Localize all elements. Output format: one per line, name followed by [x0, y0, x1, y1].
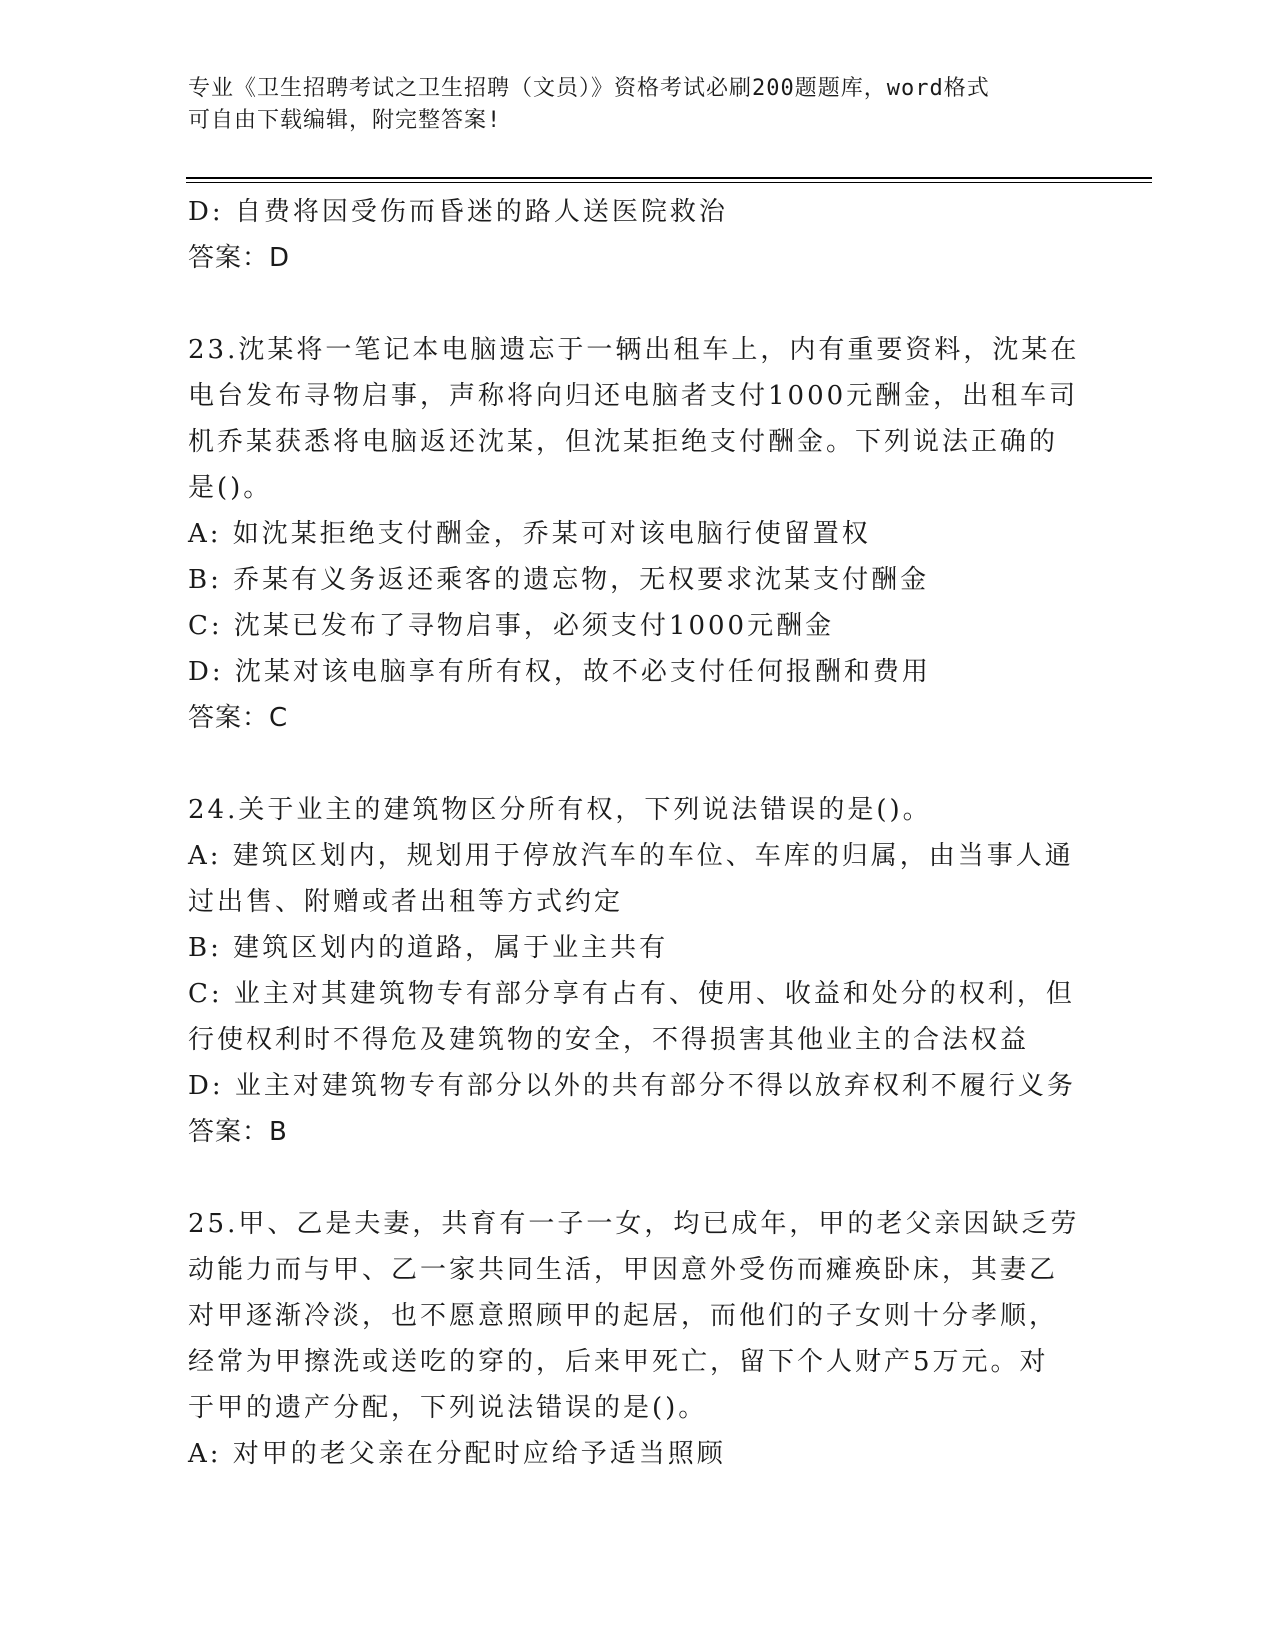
q25-option-a: A: 对甲的老父亲在分配时应给予适当照顾	[188, 1439, 726, 1469]
question-content	[188, 189, 1088, 1477]
q25-stem-line: 对甲逐渐冷淡，也不愿意照顾甲的起居，而他们的子女则十分孝顺，	[188, 1301, 1059, 1331]
header-rule-thin	[186, 182, 1152, 183]
prev-answer: 答案：D	[188, 243, 291, 273]
q24-option-a-line: 过出售、附赠或者出租等方式约定	[188, 887, 624, 917]
q24-option-c-line: 行使权利时不得危及建筑物的安全，不得损害其他业主的合法权益	[188, 1025, 1030, 1055]
q23-stem-line: 电台发布寻物启事，声称将向归还电脑者支付1000元酬金，出租车司	[188, 381, 1079, 411]
q25-stem-line: 于甲的遗产分配，下列说法错误的是()。	[188, 1393, 708, 1423]
q24-option-c-line: C: 业主对其建筑物专有部分享有占有、使用、收益和处分的权利，但	[188, 979, 1075, 1009]
question-25	[188, 1201, 1088, 1477]
q25-stem-line: 经常为甲擦洗或送吃的穿的，后来甲死亡，留下个人财产5万元。对	[188, 1347, 1049, 1377]
q23-stem-line: 是()。	[188, 473, 273, 503]
question-23	[188, 327, 1088, 741]
q23-option-b: B: 乔某有义务返还乘客的遗忘物，无权要求沈某支付酬金	[188, 565, 930, 595]
q23-stem-line: 23.沈某将一笔记本电脑遗忘于一辆出租车上，内有重要资料，沈某在	[188, 335, 1080, 365]
document-header	[188, 73, 1088, 137]
q24-option-b: B: 建筑区划内的道路，属于业主共有	[188, 933, 669, 963]
header-line-1: 专业《卫生招聘考试之卫生招聘（文员）》资格考试必刷200题题库，word格式	[188, 76, 990, 101]
q23-option-c: C: 沈某已发布了寻物启事，必须支付1000元酬金	[188, 611, 835, 641]
q23-option-d: D: 沈某对该电脑享有所有权，故不必支付任何报酬和费用	[188, 657, 931, 687]
q24-answer: 答案：B	[188, 1117, 288, 1147]
q23-answer: 答案：C	[188, 703, 289, 733]
q25-stem-line: 25.甲、乙是夫妻，共育有一子一女，均已成年，甲的老父亲因缺乏劳	[188, 1209, 1080, 1239]
q23-stem-line: 机乔某获悉将电脑返还沈某，但沈某拒绝支付酬金。下列说法正确的	[188, 427, 1059, 457]
q24-option-d: D: 业主对建筑物专有部分以外的共有部分不得以放弃权利不履行义务	[188, 1071, 1076, 1101]
q23-option-a: A: 如沈某拒绝支付酬金，乔某可对该电脑行使留置权	[188, 519, 871, 549]
header-rule-thick	[186, 177, 1152, 179]
prev-option-d: D: 自费将因受伤而昏迷的路人送医院救治	[188, 197, 728, 227]
spacer	[188, 741, 1088, 787]
q24-option-a-line: A: 建筑区划内，规划用于停放汽车的车位、车库的归属，由当事人通	[188, 841, 1074, 871]
q24-stem: 24.关于业主的建筑物区分所有权，下列说法错误的是()。	[188, 795, 932, 825]
question-24	[188, 787, 1088, 1155]
header-line-2: 可自由下载编辑，附完整答案!	[188, 108, 502, 133]
spacer	[188, 281, 1088, 327]
q25-stem-line: 动能力而与甲、乙一家共同生活，甲因意外受伤而瘫痪卧床，其妻乙	[188, 1255, 1059, 1285]
spacer	[188, 1155, 1088, 1201]
